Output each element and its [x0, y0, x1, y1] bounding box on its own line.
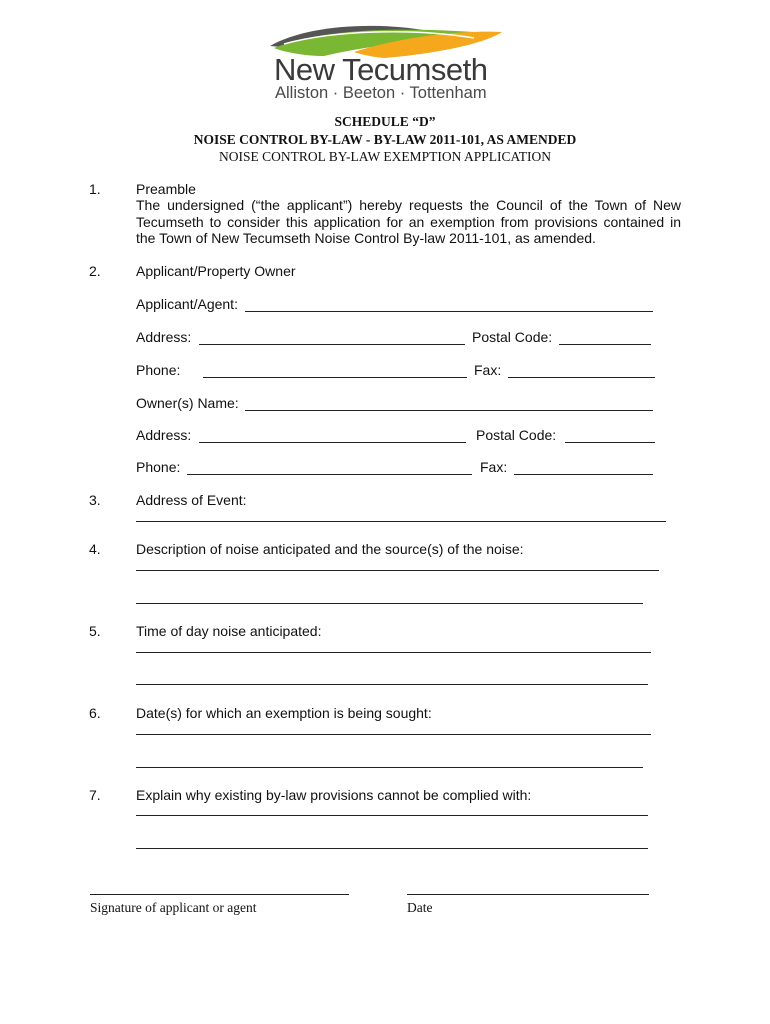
section-4-number: 4. [89, 541, 101, 557]
section-1-title: Preamble [136, 181, 196, 197]
owner-name-label: Owner(s) Name: [136, 395, 239, 411]
document-title: NOISE CONTROL BY-LAW - BY-LAW 2011-101, AS AMENDED [193, 132, 577, 147]
exemption-dates-label: Date(s) for which an exemption is being sought: [136, 705, 432, 721]
logo-subtitle: Alliston · Beeton · Tottenham [275, 84, 487, 102]
applicant-agent-field[interactable] [245, 311, 653, 312]
applicant-postal-code-field[interactable] [559, 344, 651, 345]
event-address-label: Address of Event: [136, 492, 247, 508]
section-2-number: 2. [89, 263, 101, 279]
exemption-dates-field-2[interactable] [136, 767, 643, 768]
document-subtitle: NOISE CONTROL BY-LAW EXEMPTION APPLICATION [219, 149, 551, 164]
applicant-signature-field[interactable] [90, 894, 349, 895]
section-6-number: 6. [89, 705, 101, 721]
date-field[interactable] [407, 894, 649, 895]
applicant-address-field[interactable] [199, 344, 465, 345]
time-of-day-field-2[interactable] [136, 684, 648, 685]
applicant-fax-label: Fax: [474, 362, 502, 378]
section-1-number: 1. [89, 181, 101, 197]
owner-phone-field[interactable] [187, 474, 472, 475]
owner-phone-label: Phone: [136, 459, 181, 475]
applicant-address-label: Address: [136, 329, 192, 345]
schedule-label: SCHEDULE “D” [334, 114, 436, 129]
noise-description-label: Description of noise anticipated and the source(s) of the noise: [136, 541, 524, 557]
owner-name-field[interactable] [245, 410, 653, 411]
logo-name: New Tecumseth [274, 52, 488, 87]
time-of-day-label: Time of day noise anticipated: [136, 623, 322, 639]
owner-postal-code-field[interactable] [565, 442, 655, 443]
section-3-number: 3. [89, 492, 101, 508]
applicant-agent-label: Applicant/Agent: [136, 296, 238, 312]
applicant-postal-code-label: Postal Code: [472, 329, 553, 345]
section-7-number: 7. [89, 787, 101, 803]
noise-description-field-1[interactable] [136, 570, 659, 571]
date-label: Date [407, 900, 433, 915]
owner-fax-label: Fax: [480, 459, 508, 475]
owner-fax-field[interactable] [514, 474, 653, 475]
exemption-dates-field-1[interactable] [136, 734, 651, 735]
applicant-phone-field[interactable] [203, 377, 467, 378]
owner-postal-code-label: Postal Code: [476, 427, 557, 443]
explanation-label: Explain why existing by-law provisions cannot be complied with: [136, 787, 532, 803]
applicant-signature-label: Signature of applicant or agent [90, 900, 257, 915]
owner-address-label: Address: [136, 427, 192, 443]
applicant-phone-label: Phone: [136, 362, 181, 378]
section-2-title: Applicant/Property Owner [136, 263, 296, 279]
explanation-field-2[interactable] [136, 848, 648, 849]
noise-description-field-2[interactable] [136, 603, 643, 604]
event-address-field[interactable] [136, 521, 666, 522]
applicant-fax-field[interactable] [508, 377, 655, 378]
time-of-day-field-1[interactable] [136, 652, 651, 653]
town-logo [264, 22, 506, 106]
explanation-field-1[interactable] [136, 815, 648, 816]
owner-address-field[interactable] [199, 442, 466, 443]
preamble-text: The undersigned (“the applicant”) hereby requests the Council of the Town of New Tecumseth to consider this application for an exemption from provisions contained in the Town of New Tecumseth Noise Control By-law 2011-101, as amended. [136, 197, 681, 246]
section-5-number: 5. [89, 623, 101, 639]
